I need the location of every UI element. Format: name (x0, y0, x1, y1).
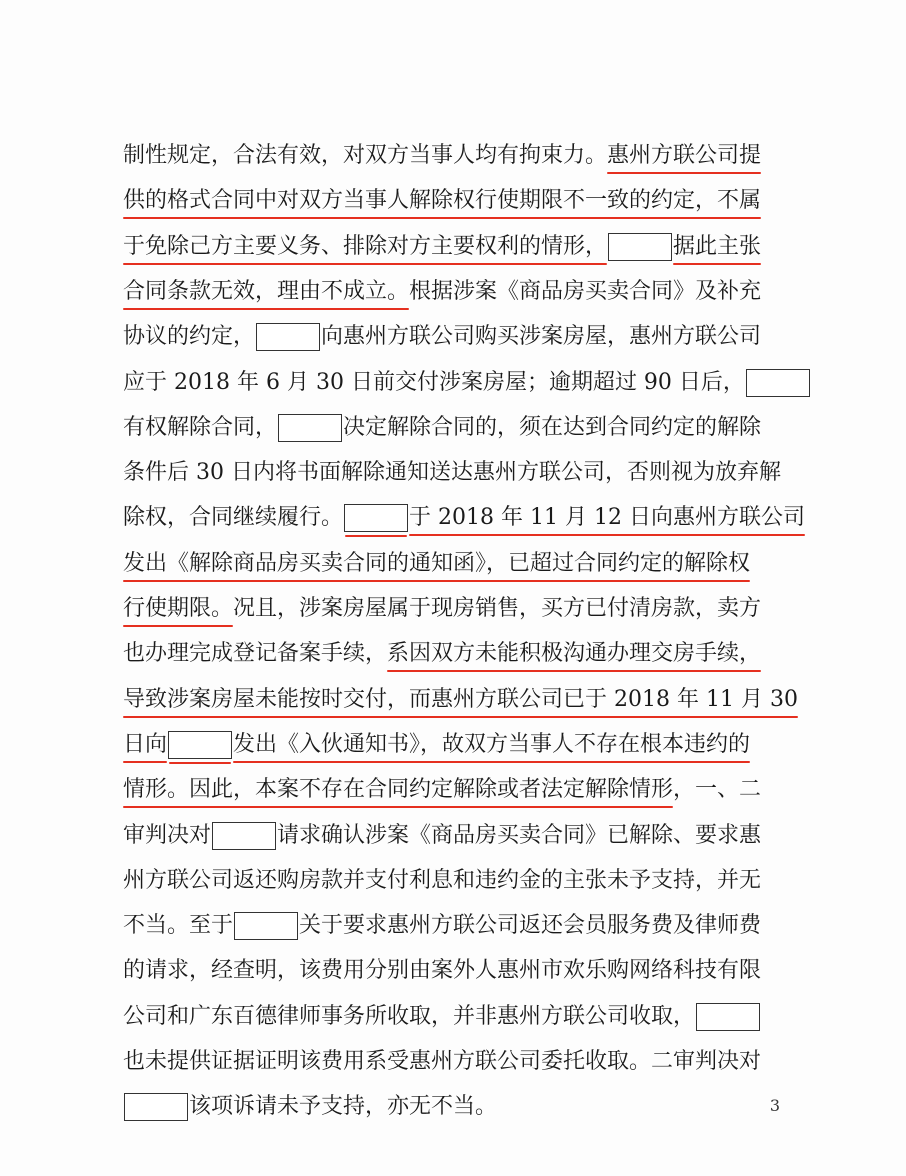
text-line (123, 369, 783, 397)
text-segment: 也未提供证据证明该费用系受惠州方联公司委托收取。二审判决对 (123, 1049, 762, 1074)
redaction-box (212, 822, 276, 850)
text-segment: 公司和广东百德律师事务所收取，并非惠州方联公司收取， (123, 1003, 696, 1029)
redaction-box (696, 1003, 760, 1031)
text-line (123, 278, 783, 306)
text-line (123, 595, 783, 623)
text-line (123, 640, 783, 668)
underlined-text: 于 2018 年 11 月 12 日向惠州方联公司 (409, 505, 805, 531)
underlined-text: 于免除己方主要义务、排除对方主要权利的情形， (123, 233, 608, 259)
text-line (123, 1093, 783, 1121)
redaction-box (344, 504, 408, 532)
redaction-box (278, 414, 342, 442)
text-segment: 也办理完成登记备案手续， (123, 641, 388, 667)
redaction-box (168, 731, 232, 759)
text-line (123, 323, 783, 351)
underlined-text: 日向 (123, 731, 168, 757)
text-segment: 该项诉请未予支持，亦无不当。 (189, 1094, 498, 1120)
redaction-box (608, 233, 672, 261)
page-number: 3 (769, 1096, 780, 1115)
text-segment: 的请求，经查明，该费用分别由案外人惠州市欢乐购网络科技有限 (123, 958, 762, 984)
redaction-box (746, 369, 810, 397)
underlined-text: 合同条款无效，理由不成立。 (123, 278, 410, 304)
text-line (123, 867, 783, 895)
text-segment: 应于 2018 年 6 月 30 日前交付涉案房屋；逾期超过 90 日后， (123, 369, 745, 395)
underlined-text: 发出《解除商品房买卖合同的通知函》，已超过合同约定的解除权 (123, 550, 751, 576)
underlined-text: 供的格式合同中对双方当事人解除权行使期限不一致的约定，不属 (123, 188, 762, 214)
text-segment: 不当。至于 (123, 913, 234, 939)
text-segment: 审判决对 (123, 822, 212, 848)
redaction-box (124, 1093, 188, 1121)
text-line (123, 731, 783, 759)
text-line (123, 686, 798, 714)
text-line (123, 459, 783, 487)
text-segment: 关于要求惠州方联公司返还会员服务费及律师费 (299, 913, 762, 939)
underlined-text: 惠州方联公司提 (607, 143, 762, 168)
underlined-text: 发出《入伙通知书》，故双方当事人不存在根本违约的 (233, 731, 751, 757)
underlined-text: 据此主张 (673, 233, 762, 259)
underlined-text: 导致涉案房屋未能按时交付，而惠州方联公司已于 2018 年 11 月 30 (123, 686, 798, 712)
text-line (123, 504, 805, 532)
text-line (123, 414, 783, 442)
text-segment: 协议的约定， (123, 324, 256, 350)
text-line (123, 776, 783, 804)
text-line (123, 550, 783, 578)
text-line (123, 912, 783, 940)
text-segment: 除权，合同继续履行。 (123, 505, 344, 531)
text-segment: 向惠州方联公司购买涉案房屋，惠州方联公司 (321, 324, 762, 350)
text-line (123, 1003, 783, 1031)
underlined-text: 系因双方未能积极沟通办理交房手续， (387, 641, 762, 667)
text-segment: 条件后 30 日内将书面解除通知送达惠州方联公司，否则视为放弃解 (123, 460, 781, 486)
text-segment: 制性规定，合法有效，对双方当事人均有拘束力。 (123, 143, 608, 168)
text-line (123, 142, 783, 170)
text-line (123, 957, 783, 985)
text-line (123, 233, 783, 261)
text-segment: 根据涉案《商品房买卖合同》及补充 (409, 278, 762, 304)
text-segment: ，一、二 (673, 777, 762, 803)
text-segment: 决定解除合同的，须在达到合同约定的解除 (343, 414, 762, 440)
text-line (123, 1048, 783, 1076)
text-segment: 州方联公司返还购房款并支付利息和违约金的主张未予支持，并无 (123, 867, 762, 893)
text-segment: 有权解除合同， (123, 414, 278, 440)
underlined-text: 行使期限。 (123, 596, 234, 621)
underlined-text: 情形。因此，本案不存在合同约定解除或者法定解除情形 (123, 777, 674, 803)
text-segment: 请求确认涉案《商品房买卖合同》已解除、要求惠 (277, 822, 762, 848)
text-segment: 况且，涉案房屋属于现房销售，买方已付清房款，卖方 (233, 596, 762, 621)
text-line (123, 822, 783, 850)
redaction-box (256, 323, 320, 351)
text-line (123, 187, 783, 215)
redaction-box (234, 912, 298, 940)
